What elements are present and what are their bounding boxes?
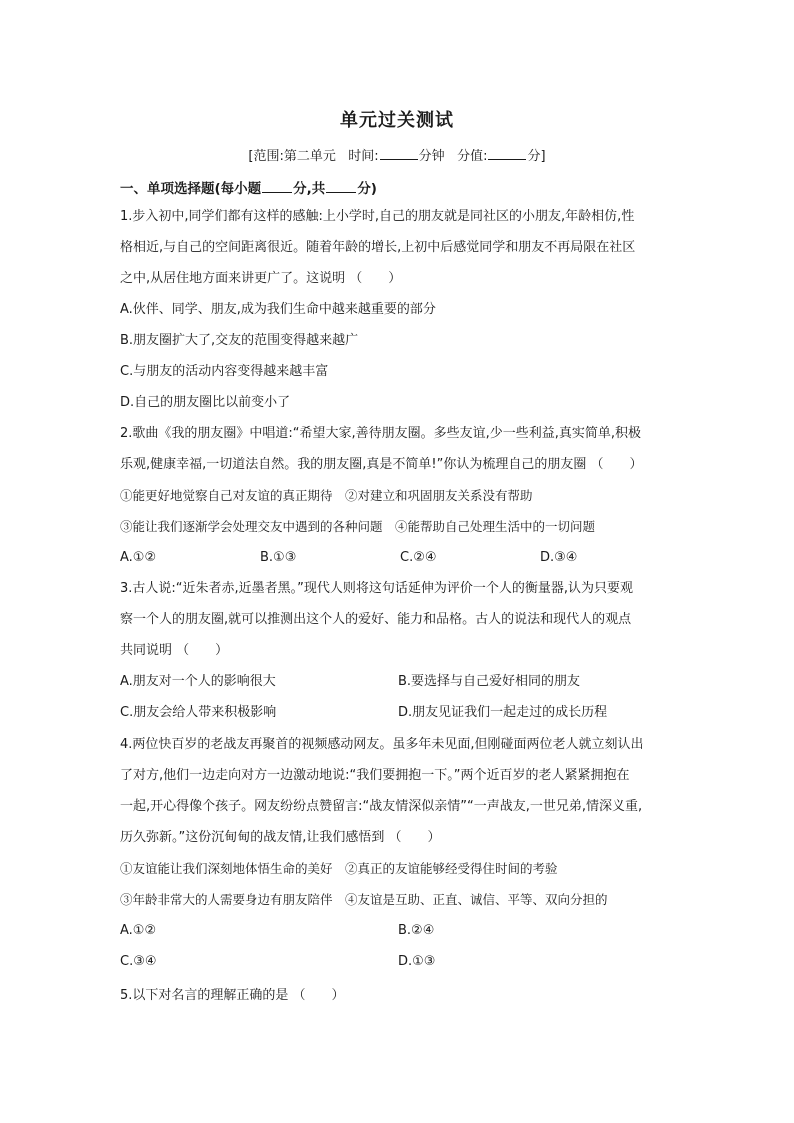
option-c: C.③④ [120,954,157,969]
option-a: A.①② [120,550,157,565]
question-line: 了对方,他们一边走向对方一边激动地说:“我们要拥抱一下。”两个近百岁的老人紧紧拥抱在 [120,768,630,783]
option-b: B.要选择与自己爱好相同的朋友 [398,674,581,689]
question-line: 乐观,健康幸福,一切道法自然。我的朋友圈,真是不简单!”你认为梳理自己的朋友圈 （ ） [120,457,643,472]
range-text: [范围:第二单元 [248,149,336,164]
option-c: C.朋友会给人带来积极影响 [120,705,277,720]
option-d: D.朋友见证我们一起走过的成长历程 [398,705,608,720]
question-line: 一起,开心得像个孩子。网友纷纷点赞留言:“战友情深似亲情”“一声战友,一世兄弟,情深义重, [120,799,643,814]
time-blank [380,147,418,160]
question-4-options-row-1 [120,915,680,946]
option-d: D.①③ [398,954,436,969]
question-2-options [120,542,680,573]
page-title: 单元过关测试 [340,110,454,131]
exam-info [0,145,794,164]
question-line: 历久弥新。”这份沉甸甸的战友情,让我们感悟到 （ ） [120,830,441,845]
question-5 [120,980,676,1011]
option-b: B.朋友圈扩大了,交友的范围变得越来越广 [120,333,359,348]
option-c: C.②④ [400,550,437,565]
question-line: 4.两位快百岁的老战友再聚首的视频感动网友。虽多年未见面,但刚碰面两位老人就立刻认出 [120,737,644,752]
option-b: B.①③ [260,550,297,565]
score-label: 分值: [457,149,488,164]
question-4-options-row-2 [120,946,680,977]
section-suffix: 分) [357,181,377,197]
per-question-blank [262,180,292,193]
question-line: 共同说明 （ ） [120,643,229,658]
question-line: 5.以下对名言的理解正确的是 （ ） [120,988,345,1003]
option-a: A.朋友对一个人的影响很大 [120,674,276,689]
question-4 [120,729,676,915]
statement-line: ③能让我们逐渐学会处理交友中遇到的各种问题 ④能帮助自己处理生活中的一切问题 [120,519,596,534]
question-3 [120,573,676,666]
total-blank [326,180,356,193]
statement-line: ①友谊能让我们深刻地体悟生命的美好 ②真正的友谊能够经受得住时间的考验 [120,861,558,876]
question-line: 1.步入初中,同学们都有这样的感触:上小学时,自己的朋友就是同社区的小朋友,年龄相仿,性 [120,209,635,224]
statement-line: ③年龄非常大的人需要身边有朋友陪伴 ④友谊是互助、正直、诚信、平等、双向分担的 [120,892,608,907]
question-line: 之中,从居住地方面来讲更广了。这说明 （ ） [120,271,402,286]
time-label: 时间: [348,149,379,164]
section-heading [120,177,377,197]
option-a: A.①② [120,923,157,938]
question-3-options-row-1 [120,666,680,697]
option-a: A.伙伴、同学、朋友,成为我们生命中越来越重要的部分 [120,302,436,317]
option-d: D.③④ [540,550,578,565]
option-b: B.②④ [398,923,435,938]
question-line: 3.古人说:“近朱者赤,近墨者黑。”现代人则将这句话延伸为评价一个人的衡量器,认为只要观 [120,581,634,596]
option-c: C.与朋友的活动内容变得越来越丰富 [120,364,329,379]
question-2 [120,418,676,542]
question-3-options-row-2 [120,697,680,728]
question-line: 格相近,与自己的空间距离很近。随着年龄的增长,上初中后感觉同学和朋友不再局限在社区 [120,240,636,255]
question-1 [120,201,676,418]
score-unit: 分] [527,149,546,164]
time-unit: 分钟 [418,149,445,164]
question-line: 2.歌曲《我的朋友圈》中唱道:“希望大家,善待朋友圈。多些友谊,少一些利益,真实简单,积极 [120,426,642,441]
question-line: 察一个人的朋友圈,就可以推测出这个人的爱好、能力和品格。古人的说法和现代人的观点 [120,612,632,627]
option-d: D.自己的朋友圈比以前变小了 [120,395,291,410]
section-mid: 分,共 [293,181,326,197]
score-blank [488,147,526,160]
statement-line: ①能更好地觉察自己对友谊的真正期待 ②对建立和巩固朋友关系没有帮助 [120,488,533,503]
section-prefix: 一、单项选择题(每小题 [120,181,262,197]
